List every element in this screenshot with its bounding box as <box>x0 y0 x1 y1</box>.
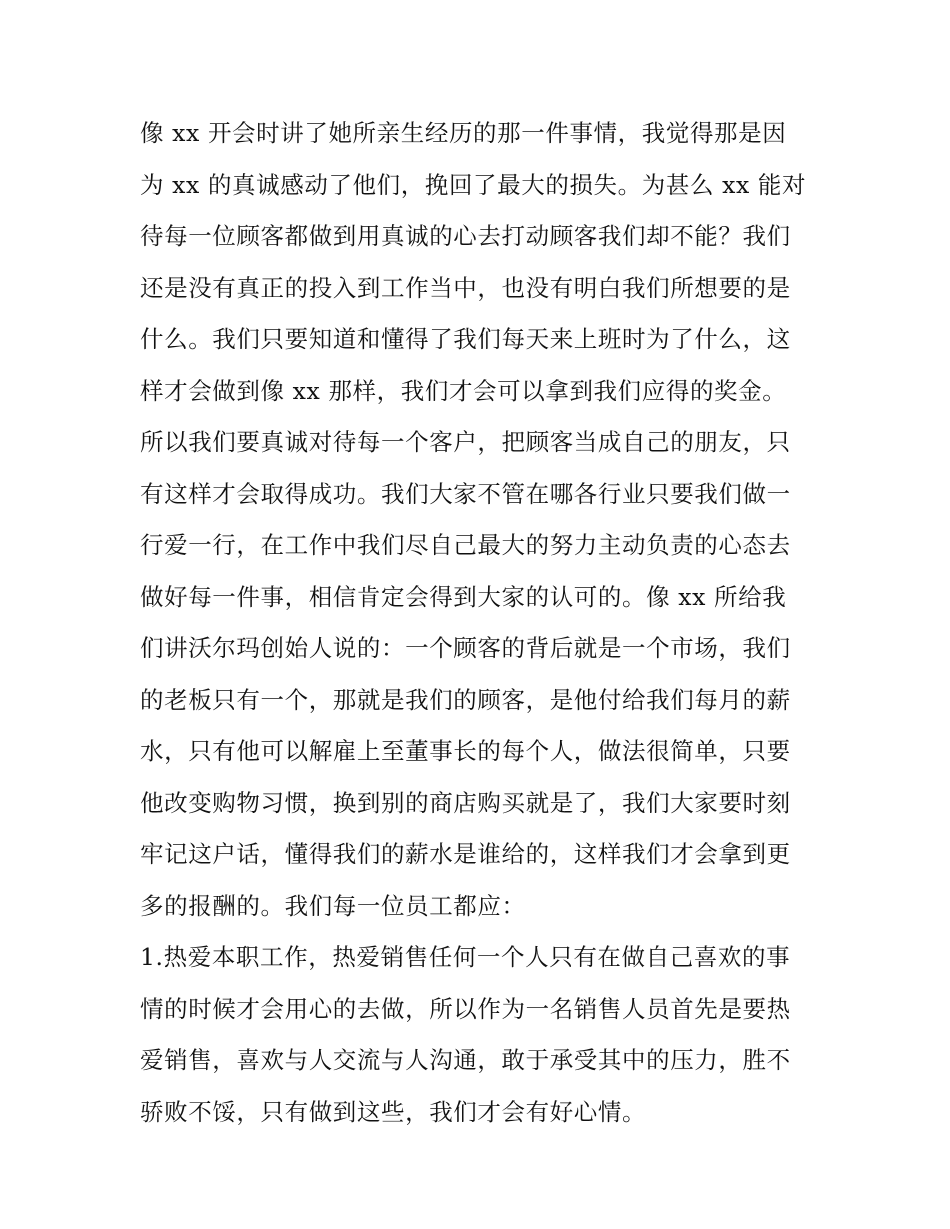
text-line: 所以我们要真诚对待每一个客户，把顾客当成自己的朋友，只 <box>140 428 791 456</box>
text-line: 什么。我们只要知道和懂得了我们每天来上班时为了什么，这 <box>140 325 791 353</box>
text-line: 为 xx 的真诚感动了他们，挽回了最大的损失。为甚么 xx 能对 <box>140 170 807 199</box>
text-line: 样才会做到像 xx 那样，我们才会可以拿到我们应得的奖金。 <box>140 376 787 405</box>
text-line: 行爱一行，在工作中我们尽自己最大的努力主动负责的心态去 <box>140 531 791 559</box>
text-line: 有这样才会取得成功。我们大家不管在哪各行业只要我们做一 <box>140 479 791 508</box>
text-line: 多的报酬的。我们每一位员工都应： <box>140 891 526 920</box>
text-line: 像 xx 开会时讲了她所亲生经历的那一件事情，我觉得那是因 <box>140 119 787 147</box>
text-line: 牢记这户话，懂得我们的薪水是谁给的，这样我们才会拿到更 <box>140 840 791 868</box>
document-body <box>140 108 820 1138</box>
list-item-line: 1.热爱本职工作，热爱销售任何一个人只有在做自己喜欢的事 <box>140 943 791 971</box>
text-line: 待每一位顾客都做到用真诚的心去打动顾客我们却不能？我们 <box>140 222 791 250</box>
text-line: 他改变购物习惯，换到别的商店购买就是了，我们大家要时刻 <box>140 788 791 817</box>
text-line: 做好每一件事，相信肯定会得到大家的认可的。像 xx 所给我 <box>140 582 787 611</box>
text-line: 还是没有真正的投入到工作当中，也没有明白我们所想要的是 <box>140 273 791 302</box>
text-line: 们讲沃尔玛创始人说的：一个顾客的背后就是一个市场，我们 <box>140 634 791 662</box>
text-line: 爱销售，喜欢与人交流与人沟通，敢于承受其中的压力，胜不 <box>140 1046 791 1074</box>
text-line: 的老板只有一个，那就是我们的顾客，是他付给我们每月的薪 <box>140 685 791 714</box>
text-line: 情的时候才会用心的去做，所以作为一名销售人员首先是要热 <box>140 994 791 1023</box>
text-line: 水，只有他可以解雇上至董事长的每个人，做法很简单，只要 <box>140 737 791 765</box>
text-line: 骄败不馁，只有做到这些，我们才会有好心情。 <box>140 1097 647 1126</box>
